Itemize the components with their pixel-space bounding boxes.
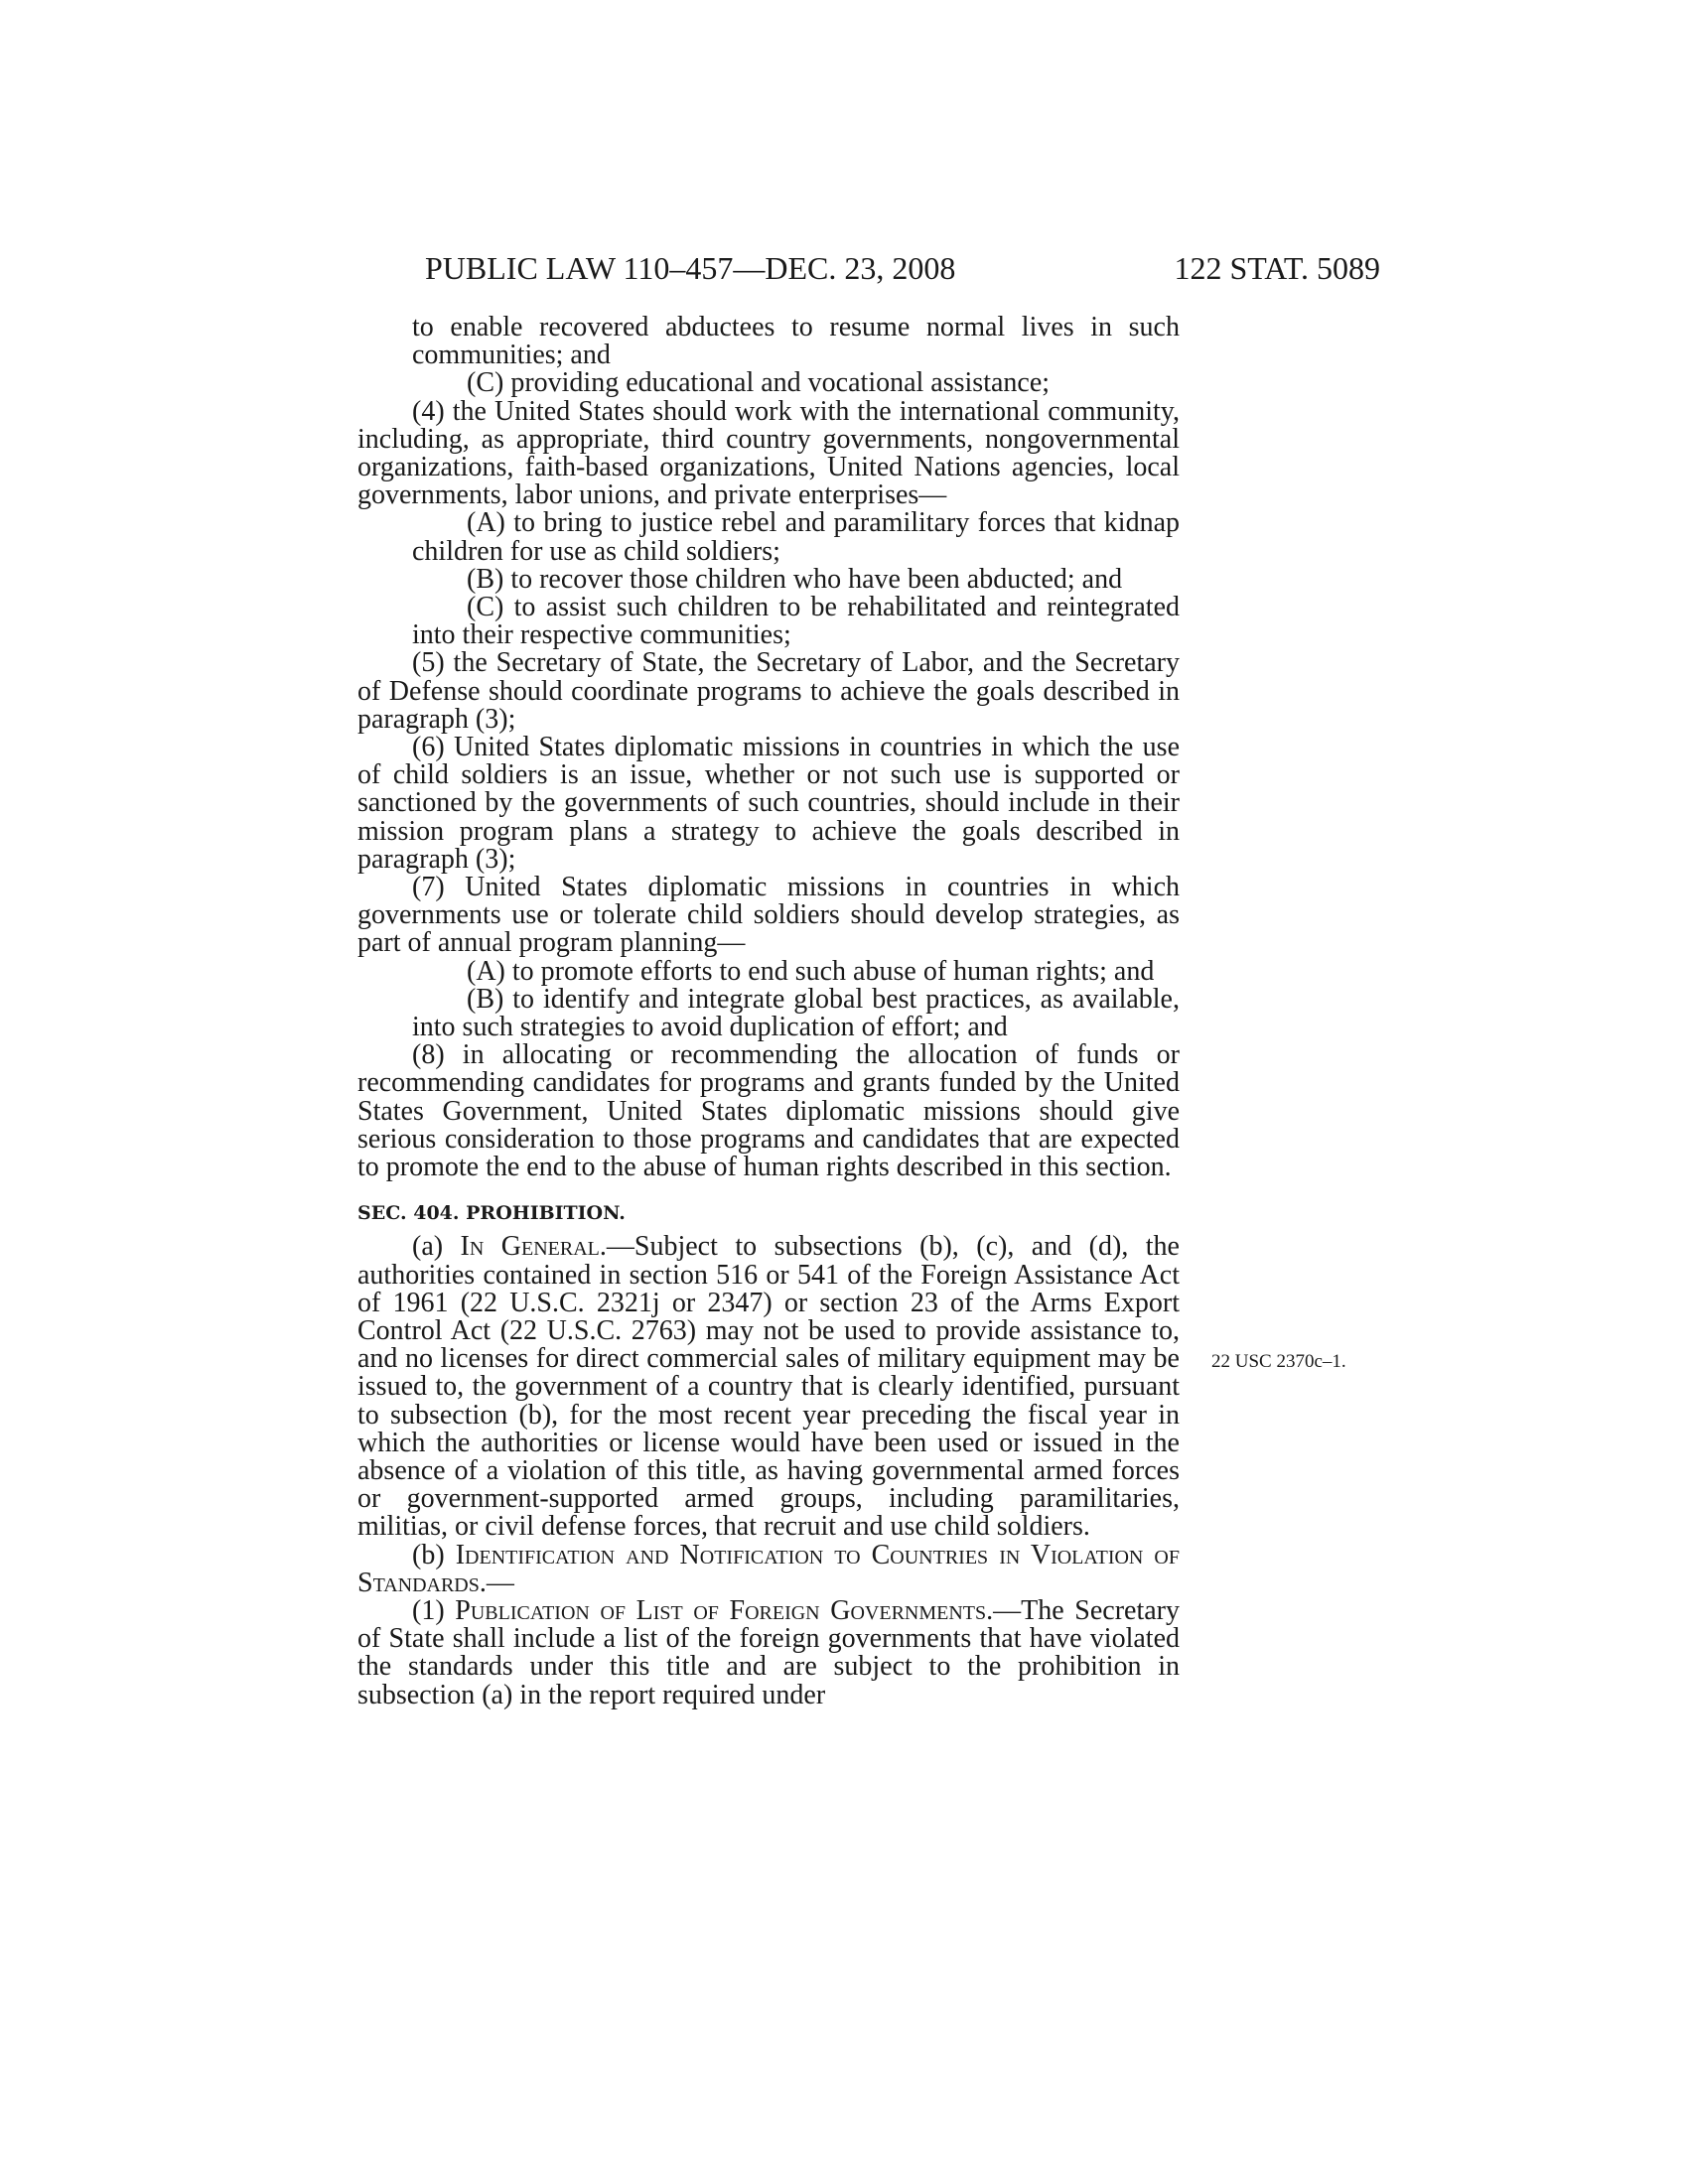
paragraph-8: (8) in allocating or recommending the allocation of funds or recommending candidates for programs and grants funded by the United States Government, United States diplomatic missions should give serious consideration to those programs and candidates that are expected to promote the end to the abuse of human rights described in this section.	[357, 1039, 1180, 1183]
clause-7a: (A) to promote efforts to end such abuse of human rights; and	[467, 955, 1155, 987]
paragraph-b1	[357, 1594, 1180, 1710]
page-header	[425, 248, 1380, 288]
clause-4b: (B) to recover those children who have been abducted; and	[467, 563, 1123, 595]
paragraph-b1-designator: (1)	[412, 1594, 456, 1626]
subsection-b-heading: Identification and Notification to Countries in Violation of Standards	[357, 1539, 1180, 1598]
clause-4c: (C) to assist such children to be rehabilitated and reintegrated into their respective communities;	[412, 592, 1180, 651]
statute-page-number: 122 STAT. 5089	[1174, 250, 1380, 286]
paragraph-7: (7) United States diplomatic missions in countries in which governments use or tolerate child soldiers should develop strategies, as part of annual program planning—	[357, 872, 1180, 959]
subsection-a-heading: In General	[460, 1231, 600, 1263]
subsection-b-suffix: .—	[479, 1567, 514, 1598]
clause-7b: (B) to identify and integrate global best practices, as available, into such strategies to avoid duplication of effort; and	[412, 983, 1180, 1043]
subsection-a	[357, 1233, 1180, 1541]
document-body	[357, 314, 1180, 1709]
continuation-text: to enable recovered abductees to resume normal lives in such communities; and	[412, 312, 1180, 371]
paragraph-4: (4) the United States should work with the international community, including, as appropriate, third country governments, nongovernmental organizations, faith-based organizations, United Nations agencies, local governments, labor unions, and private enterprises—	[357, 395, 1180, 511]
paragraph-b1-heading: Publication of List of Foreign Governments	[455, 1594, 987, 1626]
subsection-b-designator: (b)	[412, 1539, 456, 1570]
usc-margin-note: 22 USC 2370c–1.	[1211, 1351, 1346, 1372]
paragraph-b1-text: .—The Secretary of State shall include a list of the foreign governments that have violated the standards under this title and are subject to the prohibition in subsection (a) in the report required under	[357, 1594, 1180, 1710]
paragraph-5: (5) the Secretary of State, the Secretary of Labor, and the Secretary of Defense should coordinate programs to achieve the goals described in paragraph (3);	[357, 647, 1180, 735]
subsection-a-text: .—Subject to subsections (b), (c), and (d), the authorities contained in section 516 or 541 of the Foreign Assistance Act of 1961 (22 U.S.C. 2321j or 2347) or section 23 of the Arms Export Control Act (22 U.S.C. 2763) may not be used to provide assistance to, and no licenses for direct commercial sales of military equipment may be issued to, the government of a country that is clearly identified, pursuant to subsection (b), for the most recent year preceding the fiscal year in which the authorities or license would have been used or issued in the absence of a violation of this title, as having governmental armed forces or government-supported armed groups, including paramilitaries, militias, or civil defense forces, that recruit and use child soldiers.	[357, 1231, 1180, 1543]
clause-3c: (C) providing educational and vocational assistance;	[467, 367, 1051, 399]
section-heading: SEC. 404. PROHIBITION.	[357, 1202, 626, 1225]
running-head-title: PUBLIC LAW 110–457—DEC. 23, 2008	[425, 250, 956, 286]
paragraph-6: (6) United States diplomatic missions in countries in which the use of child soldiers is an issue, whether or not such use is supported or sanctioned by the governments of such countries, should include in their mission program plans a strategy to achieve the goals described in paragraph (3);	[357, 732, 1180, 875]
clause-4a: (A) to bring to justice rebel and paramilitary forces that kidnap children for use as child soldiers;	[412, 507, 1180, 567]
subsection-a-designator: (a)	[412, 1231, 461, 1263]
subsection-b	[357, 1539, 1180, 1598]
